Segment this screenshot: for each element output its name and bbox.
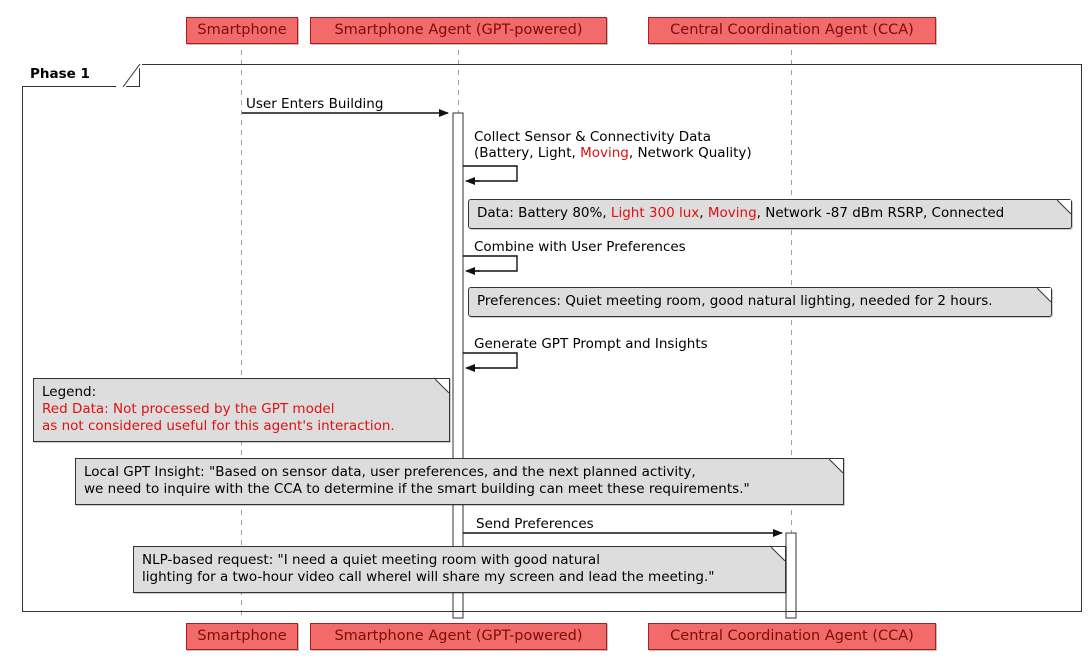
participant-label: Smartphone Agent (GPT-powered) bbox=[334, 22, 583, 39]
participant-label: Central Coordination Agent (CCA) bbox=[670, 628, 914, 645]
phase-frame-tab-cut bbox=[116, 64, 142, 88]
note-fold-icon bbox=[1057, 200, 1071, 214]
label-user-enters-building: User Enters Building bbox=[246, 96, 384, 112]
participant-agent-bottom[interactable] bbox=[310, 623, 607, 650]
note-legend: Legend: Red Data: Not processed by the GPT model as not considered useful for this agent's interaction. bbox=[33, 378, 450, 442]
participant-label: Smartphone bbox=[197, 628, 287, 645]
highlight-moving: Moving bbox=[580, 145, 629, 161]
participant-agent-top[interactable] bbox=[310, 17, 607, 44]
label-combine-with-user-preferences: Combine with User Preferences bbox=[474, 239, 686, 255]
note-nlp-request: NLP-based request: "I need a quiet meeting room with good natural lighting for a two-hour video call whereI will share my screen and lead the meeting." bbox=[133, 546, 786, 593]
note-sensor-data: Data: Battery 80%, Light 300 lux, Moving, Network -87 dBm RSRP, Connected bbox=[468, 199, 1072, 229]
label-collect-sensor-data: Collect Sensor & Connectivity Data (Battery, Light, Moving, Network Quality) bbox=[474, 129, 752, 161]
label-send-preferences: Send Preferences bbox=[476, 516, 594, 532]
participant-label: Smartphone bbox=[197, 22, 287, 39]
participant-label: Central Coordination Agent (CCA) bbox=[670, 22, 914, 39]
participant-cca-bottom[interactable] bbox=[648, 623, 936, 650]
participant-cca-top[interactable] bbox=[648, 17, 936, 44]
note-local-gpt-insight: Local GPT Insight: "Based on sensor data, user preferences, and the next planned activity, we need to inquire with the CCA to determine if the smart building can meet these requirements." bbox=[75, 458, 844, 505]
participant-smartphone-bottom[interactable] bbox=[186, 623, 298, 650]
label-generate-gpt-prompt-and-insights: Generate GPT Prompt and Insights bbox=[474, 336, 708, 352]
participant-smartphone-top[interactable] bbox=[186, 17, 298, 44]
participant-label: Smartphone Agent (GPT-powered) bbox=[334, 628, 583, 645]
note-preferences: Preferences: Quiet meeting room, good natural lighting, needed for 2 hours. bbox=[468, 287, 1052, 317]
phase-frame-label: Phase 1 bbox=[30, 66, 90, 82]
note-fold-icon bbox=[1037, 288, 1051, 302]
